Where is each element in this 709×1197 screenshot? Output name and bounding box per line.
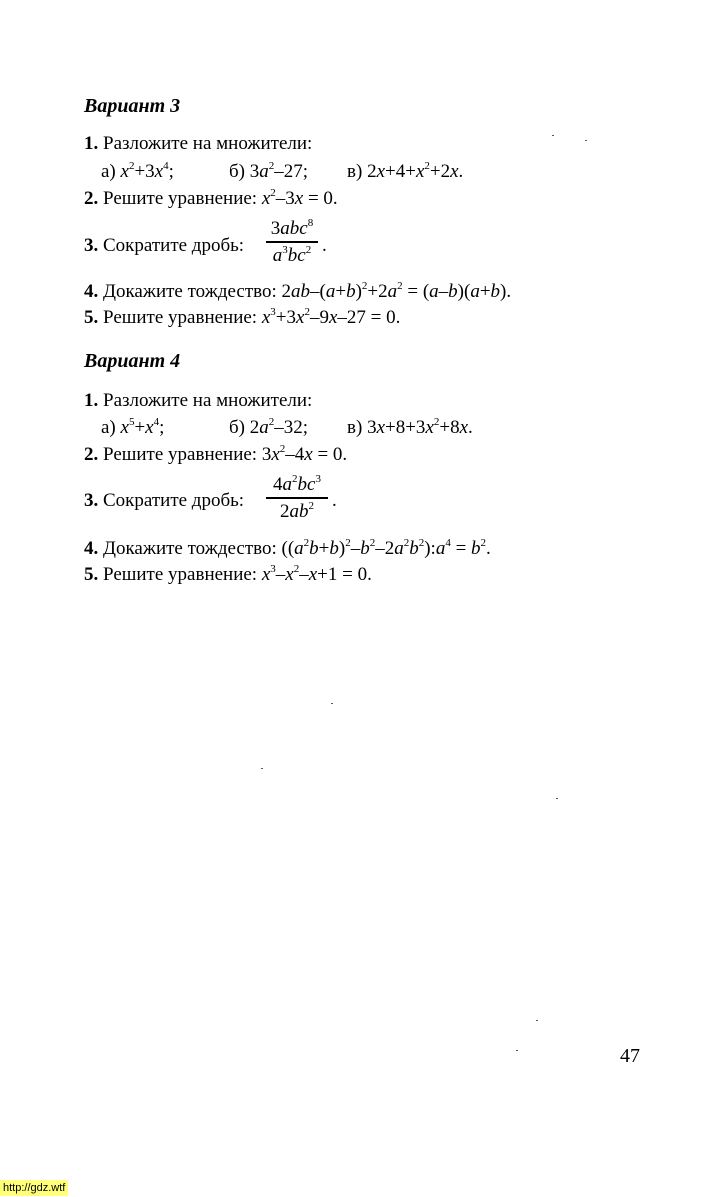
v4-task-1a (101, 417, 164, 439)
task-number: 5. (84, 564, 99, 585)
scan-speck (552, 135, 554, 136)
v3-fraction-period: . (322, 235, 327, 256)
task-text: Разложите на множители: (103, 133, 313, 154)
fraction-numerator: $4a^2bc^3$ (273, 473, 321, 495)
fraction-denominator: $a^3bc^2$ (272, 243, 312, 266)
fraction-numerator: 3abc$^8$ (270, 217, 314, 239)
v4-fraction (266, 474, 328, 523)
option-label: а) (101, 417, 116, 438)
variant-4-title: Вариант 4 (84, 350, 181, 372)
v3-task-1a (101, 161, 174, 183)
scan-speck (331, 703, 333, 704)
v3-task-1c (347, 161, 463, 183)
v3-task-5 (84, 307, 400, 329)
v4-task-1c (347, 417, 473, 439)
task-text: Решите уравнение: (103, 188, 258, 209)
task-number: 4. (84, 281, 99, 302)
watermark-link[interactable]: http://gdz.wtf (0, 1180, 68, 1196)
option-label: в) (347, 161, 363, 182)
v4-task-1b (229, 417, 308, 439)
v3-task-1c-expr: $2x+4+x^2+2x$. (367, 160, 464, 182)
variant-3-title: Вариант 3 (84, 95, 181, 117)
scan-speck (556, 798, 558, 799)
fraction-denominator: $2ab^2$ (280, 499, 314, 522)
task-text: Сократите дробь: (103, 235, 245, 256)
task-text: Решите уравнение: (103, 307, 258, 328)
task-text: Решите уравнение: (103, 444, 258, 465)
task-text: Решите уравнение: (103, 564, 258, 585)
scan-speck (585, 140, 587, 141)
fraction-bar (266, 241, 318, 243)
v4-task-1b-expr: $2a^2-32$; (249, 416, 309, 438)
v3-task-1a-expr: $x^2+3x^4$; (120, 160, 174, 182)
v3-task-1 (84, 133, 312, 155)
v3-fraction (266, 218, 318, 267)
task-number: 3. (84, 490, 99, 511)
v4-task-5 (84, 564, 372, 586)
task-number: 1. (84, 133, 99, 154)
v4-task-2 (84, 444, 347, 466)
v3-task-4 (84, 281, 511, 303)
v3-task-2 (84, 188, 338, 210)
option-label: б) (229, 417, 245, 438)
v3-task-2-expr: $x^2-3x = 0$. (261, 187, 338, 209)
v4-fraction-period: . (332, 490, 337, 511)
task-number: 2. (84, 444, 99, 465)
v4-task-3 (84, 490, 244, 512)
scan-speck (516, 1050, 518, 1051)
scan-speck (261, 768, 263, 769)
v4-task-4-expr: $((a^2b+b)^2-b^2-2a^2b^2):a^4 = b^2$. (281, 537, 491, 559)
task-number: 2. (84, 188, 99, 209)
task-number: 1. (84, 390, 99, 411)
task-number: 5. (84, 307, 99, 328)
v3-task-4-expr: $2ab-(a+b)^2+2a^2 = (a-b)(a+b)$. (281, 280, 512, 302)
v4-task-1c-expr: $3x+8+3x^2+8x$. (367, 416, 473, 438)
v3-task-3 (84, 235, 244, 257)
v4-task-5-expr: $x^3-x^2-x+1 = 0$. (261, 563, 372, 585)
v4-task-2-expr: $3x^2-4x = 0$. (261, 443, 348, 465)
fraction-bar (266, 497, 328, 499)
page-number: 47 (620, 1045, 640, 1067)
task-text: Докажите тождество: (103, 538, 277, 559)
option-label: а) (101, 161, 116, 182)
option-label: в) (347, 417, 363, 438)
v3-task-1b (229, 161, 308, 183)
v4-task-1 (84, 390, 312, 412)
v4-task-4 (84, 538, 491, 560)
v3-task-1b-expr: $3a^2-27$; (249, 160, 309, 182)
task-number: 4. (84, 538, 99, 559)
v4-task-1a-expr: $x^5+x^4$; (120, 416, 165, 438)
scan-speck (536, 1020, 538, 1021)
task-text: Докажите тождество: (103, 281, 277, 302)
v3-task-5-expr: $x^3+3x^2-9x-27 = 0$. (261, 306, 401, 328)
task-text: Сократите дробь: (103, 490, 245, 511)
option-label: б) (229, 161, 245, 182)
task-text: Разложите на множители: (103, 390, 313, 411)
task-number: 3. (84, 235, 99, 256)
